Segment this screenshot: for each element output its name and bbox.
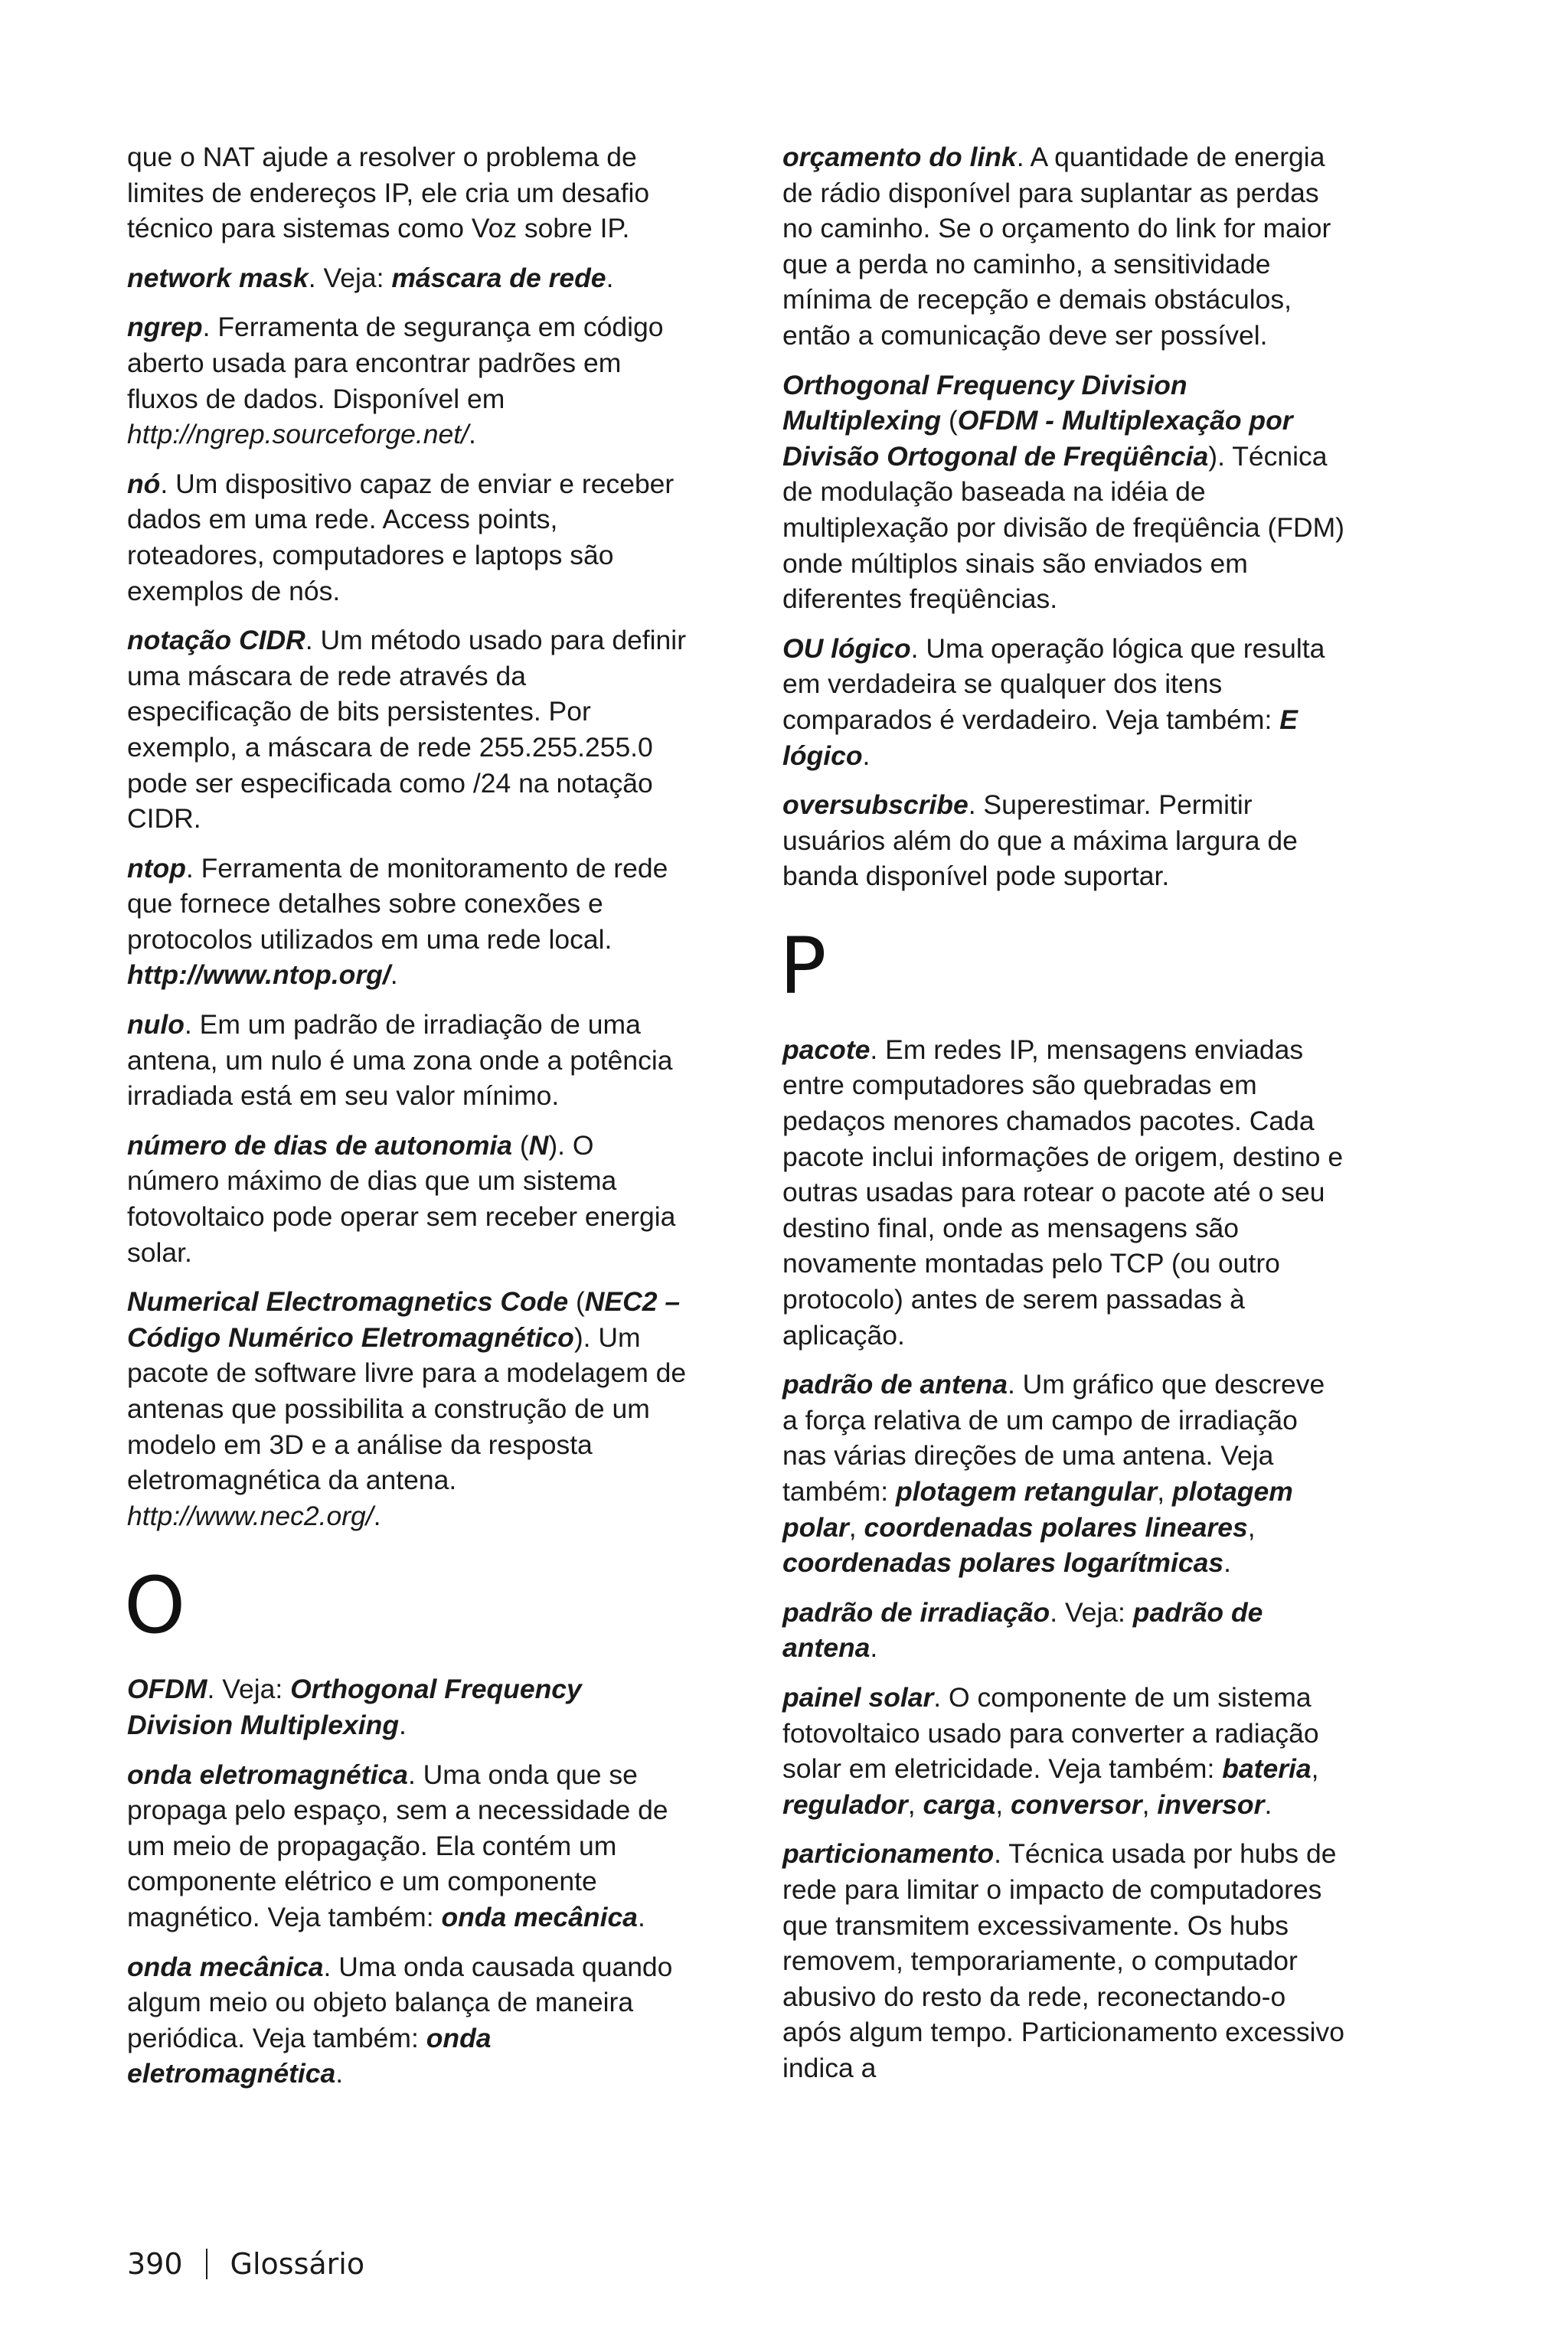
entry-text: . [390, 959, 398, 991]
entry-text: . Técnica usada por hubs de rede para limitar o impacto de computadores que transmitem excessivamente. Os hubs removem, temporariamente, o computador abusivo do resto da rede, reconectando-o após algum tempo. Particionamento excessivo indica a [782, 1838, 1345, 2083]
cross-reference: onda mecânica [441, 1901, 638, 1932]
entry-term: OFDM [127, 1674, 207, 1705]
entry-text: . Um método usado para definir uma máscara de rede através da especificação de bits persistentes. Por exemplo, a máscara de rede 255.255.255.0 pode ser especificada como /24 na notação CIDR. [127, 625, 687, 835]
entry-nec2 [127, 1284, 690, 1534]
entry-term: pacote [782, 1034, 871, 1065]
entry-text: . Uma operação lógica que resulta em verdadeira se qualquer dos itens comparados é verdadeiro. Veja também: [782, 632, 1325, 735]
cross-reference: máscara de rede [391, 262, 606, 293]
entry-text: , [907, 1788, 923, 1820]
cross-reference: carga [923, 1788, 996, 1820]
entry-continuation [127, 139, 690, 247]
entry-text: . O componente de um sistema fotovoltaico usado para converter a radiação solar em eletricidade. Veja também: [782, 1681, 1319, 1785]
entry-text: ). Técnica de modulação baseada na idéia de multiplexação por divisão de freqüência (FDM) onde múltiplos sinais são enviados em diferentes freqüências. [782, 440, 1344, 615]
cross-reference: regulador [782, 1788, 908, 1820]
entry-text: , [1247, 1511, 1256, 1543]
entry-text: . Ferramenta de monitoramento de rede que fornece detalhes sobre conexões e protocolos utilizados em uma rede local. [127, 852, 668, 955]
entry-url: http://ngrep.sourceforge.net/ [127, 419, 469, 450]
cross-reference: inversor [1157, 1788, 1265, 1820]
section-letter-p: P [779, 920, 827, 1012]
entry-particionamento [782, 1836, 1345, 2086]
section-letter-o: O [124, 1560, 186, 1652]
entry-text: . Superestimar. Permitir usuários além do que a máxima largura de banda disponível pode suportar. [782, 789, 1298, 892]
entry-term: número de dias de autonomia [127, 1129, 512, 1161]
entry-term-abbrev: N [528, 1129, 549, 1161]
entry-term: particionamento [782, 1838, 995, 1870]
entry-text: , [848, 1511, 864, 1543]
entry-ou-logico [782, 631, 1345, 773]
entry-text: que o NAT ajude a resolver o problema de limites de endereços IP, ele cria um desafio técnico para sistemas como Voz sobre IP. [127, 142, 650, 244]
entry-text: . [1223, 1547, 1231, 1579]
entry-term-abbrev: OFDM - Multiplexação por Divisão Ortogonal de Freqüência [782, 405, 1293, 472]
entry-orcamento-link [782, 139, 1345, 354]
entry-text: ). Um pacote de software livre para a modelagem de antenas que possibilita a construção de um modelo em 3D e a análise da resposta eletromagnética da antena. [127, 1321, 687, 1496]
entry-nulo [127, 1007, 690, 1114]
entry-term-abbrev: NEC2 – Código Numérico Eletromagnético [127, 1286, 681, 1353]
entry-painel-solar [782, 1680, 1345, 1822]
cross-reference: conversor [1010, 1788, 1142, 1820]
entry-text: ( [512, 1129, 529, 1161]
entry-term: oversubscribe [782, 789, 969, 821]
entry-text: . Um dispositivo capaz de enviar e receber dados em uma rede. Access points, roteadores, computadores e laptops são exemplos de nós. [127, 468, 675, 606]
cross-reference: bateria [1222, 1753, 1312, 1785]
entry-term: onda eletromagnética [127, 1759, 408, 1790]
entry-url: http://www.nec2.org/ [127, 1500, 374, 1531]
entry-text: . [469, 419, 476, 450]
page-footer [127, 2245, 364, 2283]
entry-ngrep [127, 309, 690, 452]
entry-text: , [1311, 1753, 1319, 1785]
entry-onda-eletromagnetica [127, 1757, 690, 1936]
entry-url: http://www.ntop.org/ [127, 959, 390, 991]
entry-term: ngrep [127, 312, 203, 343]
entry-term: orçamento do link [782, 142, 1017, 172]
entry-text: . [399, 1709, 407, 1740]
entry-text: . Veja: [1050, 1596, 1133, 1628]
entry-text: . Uma onda que se propaga pelo espaço, sem a necessidade de um meio de propagação. Ela contém um componente elétrico e um componente magnético. Veja também: [127, 1759, 668, 1932]
cross-reference: E lógico [782, 704, 1298, 771]
cross-reference: coordenadas polares lineares [864, 1511, 1248, 1543]
entry-ntop [127, 851, 690, 993]
cross-reference: padrão de antena [782, 1596, 1263, 1664]
entry-text: . A quantidade de energia de rádio disponível para suplantar as perdas no caminho. Se o orçamento do link for maior que a perda no caminho, a sensitividade mínima de recepção e demais obstáculos, então a comunicação deve ser possível. [782, 142, 1331, 351]
entry-text: . [870, 1632, 878, 1664]
entry-term: notação CIDR [127, 625, 305, 656]
entry-term: OU lógico [782, 632, 911, 664]
entry-text: . [373, 1500, 381, 1531]
entry-text: . Em um padrão de irradiação de uma antena, um nulo é uma zona onde a potência irradiada está em seu valor mínimo. [127, 1009, 673, 1112]
entry-ofdm [127, 1671, 690, 1743]
entry-text: , [995, 1788, 1011, 1820]
entry-text: . Veja: [308, 262, 392, 293]
entry-text: . [862, 740, 871, 771]
entry-term: onda mecânica [127, 1951, 324, 1982]
page-number: 390 [127, 2247, 183, 2281]
footer-separator [206, 2249, 207, 2279]
entry-text: . Veja: [207, 1674, 291, 1705]
entry-term: padrão de antena [782, 1369, 1008, 1400]
entry-term: nulo [127, 1009, 185, 1040]
entry-notacao-cidr [127, 622, 690, 837]
cross-reference: Orthogonal Frequency Division Multiplexing [127, 1674, 582, 1740]
entry-ofdm-full [782, 368, 1345, 617]
entry-text: . Ferramenta de segurança em código aberto usada para encontrar padrões em fluxos de dados. Disponível em [127, 312, 664, 414]
entry-term: padrão de irradiação [782, 1596, 1050, 1628]
entry-text: . Uma onda causada quando algum meio ou objeto balança de maneira periódica. Veja também: [127, 1951, 673, 2053]
entry-text: . [1264, 1788, 1272, 1820]
entry-text: . Em redes IP, mensagens enviadas entre computadores são quebradas em pedaços menores chamados pacotes. Cada pacote inclui informações de origem, destino e outras usadas para rotear o pacote até o seu destino final, onde as mensagens são novamente montadas pelo TCP (ou outro protocolo) antes de serem passadas à aplicação. [782, 1034, 1344, 1351]
entry-oversubscribe [782, 787, 1345, 894]
entry-text: , [1157, 1476, 1172, 1507]
entry-text: ). O número máximo de dias que um sistema fotovoltaico pode operar sem receber energia solar. [127, 1129, 676, 1268]
entry-pacote [782, 1032, 1345, 1353]
entry-term: ntop [127, 852, 186, 884]
entry-term: painel solar [782, 1681, 934, 1713]
cross-reference: coordenadas polares logarítmicas [782, 1547, 1224, 1579]
entry-numero-dias-autonomia [127, 1128, 690, 1270]
entry-term: Orthogonal Frequency Division Multiplexing [782, 369, 1187, 436]
entry-term: network mask [127, 262, 309, 293]
right-column [779, 139, 1345, 2100]
left-column [124, 139, 690, 2105]
entry-term: Numerical Electromagnetics Code [127, 1286, 569, 1318]
section-title: Glossário [230, 2247, 365, 2281]
entry-padrao-antena [782, 1367, 1345, 1581]
entry-text: ( [568, 1286, 585, 1318]
entry-network-mask [127, 260, 690, 296]
entry-term: nó [127, 468, 161, 499]
entry-padrao-irradiacao [782, 1595, 1345, 1666]
cross-reference: plotagem polar [782, 1476, 1293, 1543]
entry-text: , [1142, 1788, 1158, 1820]
entry-onda-mecanica [127, 1949, 690, 2092]
entry-text: . [335, 2058, 344, 2089]
entry-text: . [606, 262, 614, 293]
entry-text: ( [941, 405, 958, 436]
entry-no [127, 466, 690, 609]
cross-reference: plotagem retangular [895, 1476, 1158, 1507]
entry-text: . [637, 1901, 645, 1932]
cross-reference: onda eletromagnética [127, 2022, 492, 2089]
entry-text: . Um gráfico que descreve a força relativa de um campo de irradiação nas várias direções de uma antena. Veja também: [782, 1369, 1325, 1507]
